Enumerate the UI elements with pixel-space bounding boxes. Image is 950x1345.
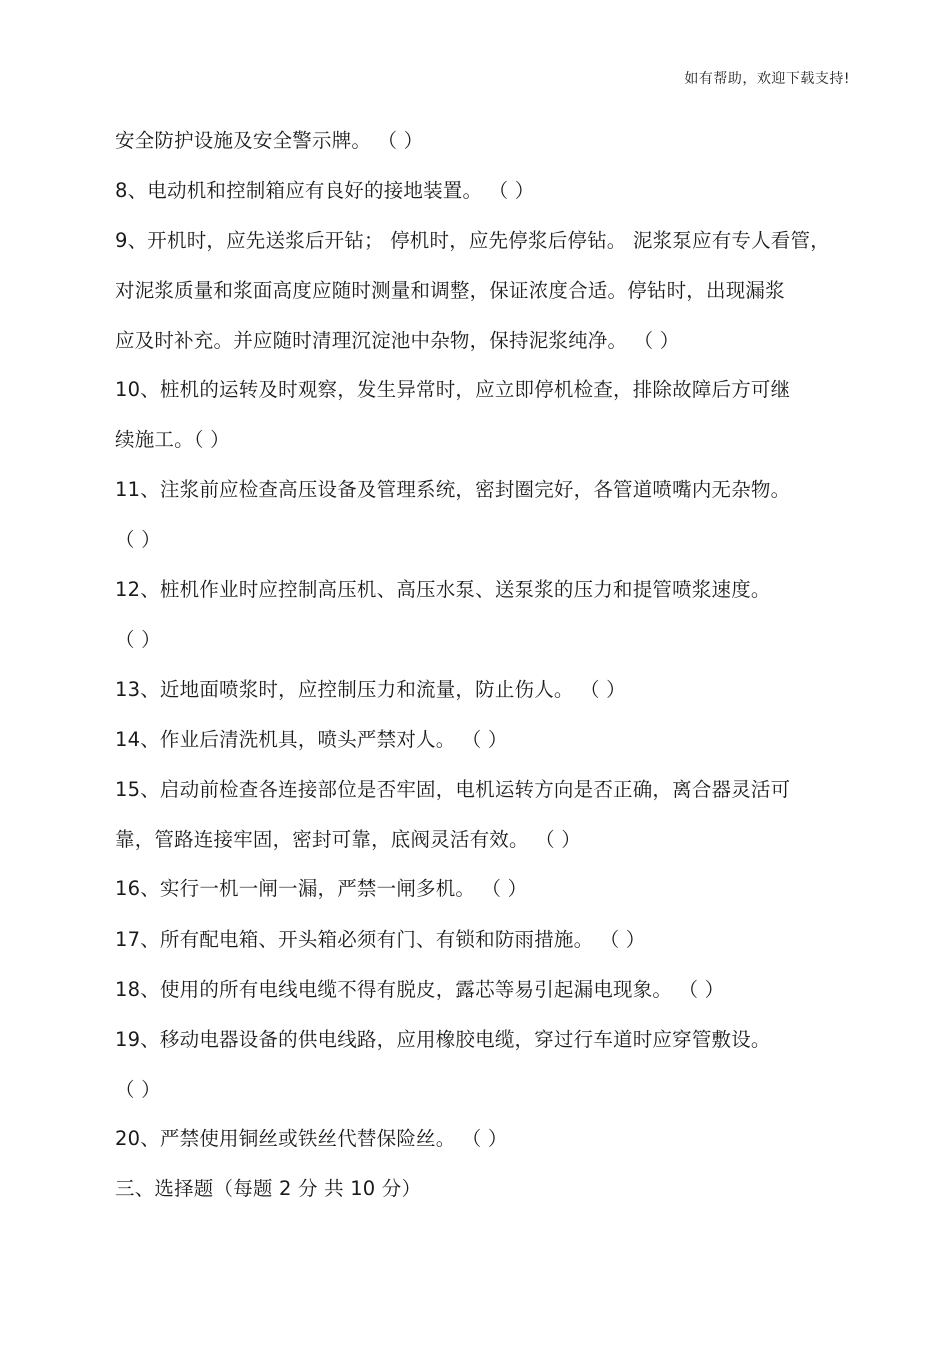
question-11: 11、注浆前应检查高压设备及管理系统，密封圈完好，各管道喷嘴内无杂物。 (115, 478, 791, 501)
section-heading: 三、选择题（每题 2 分 共 10 分） (115, 1177, 422, 1200)
question-8: 8、电动机和控制箱应有良好的接地装置。 （ ） (115, 179, 535, 202)
question-17: 17、所有配电箱、开头箱必须有门、有锁和防雨措施。 （ ） (115, 928, 646, 951)
question-20: 20、严禁使用铜丝或铁丝代替保险丝。 （ ） (115, 1127, 508, 1150)
question-16: 16、实行一机一闸一漏，严禁一闸多机。 （ ） (115, 877, 528, 900)
answer-bracket: （ ） (115, 1078, 161, 1101)
question-9: 9、开机时，应先送浆后开钻； 停机时，应先停浆后停钻。 泥浆泵应有专人看管， (115, 229, 830, 252)
answer-bracket: （ ） (115, 528, 161, 551)
question-19: 19、移动电器设备的供电线路，应用橡胶电缆，穿过行车道时应穿管敷设。 (115, 1028, 771, 1051)
text-line: 对泥浆质量和浆面高度应随时测量和调整，保证浓度合适。停钻时，出现漏浆 (115, 279, 785, 302)
question-14: 14、作业后清洗机具，喷头严禁对人。 （ ） (115, 728, 508, 751)
text-line: 安全防护设施及安全警示牌。 （ ） (115, 129, 424, 152)
text-line: 应及时补充。并应随时清理沉淀池中杂物，保持泥浆纯净。 （ ） (115, 329, 680, 352)
question-18: 18、使用的所有电线电缆不得有脱皮，露芯等易引起漏电现象。 （ ） (115, 978, 725, 1001)
header-note: 如有帮助，欢迎下载支持! (684, 71, 850, 87)
text-line: 靠，管路连接牢固，密封可靠，底阀灵活有效。 （ ） (115, 828, 581, 851)
question-15: 15、启动前检查各连接部位是否牢固，电机运转方向是否正确，离合器灵活可 (115, 778, 791, 801)
question-10: 10、桩机的运转及时观察，发生异常时，应立即停机检查，排除故障后方可继 (115, 378, 791, 401)
question-12: 12、桩机作业时应控制高压机、高压水泵、送泵浆的压力和提管喷浆速度。 (115, 578, 771, 601)
question-13: 13、近地面喷浆时，应控制压力和流量，防止伤人。 （ ） (115, 678, 626, 701)
answer-bracket: （ ） (115, 628, 161, 651)
text-line: 续施工。（ ） (115, 428, 230, 451)
